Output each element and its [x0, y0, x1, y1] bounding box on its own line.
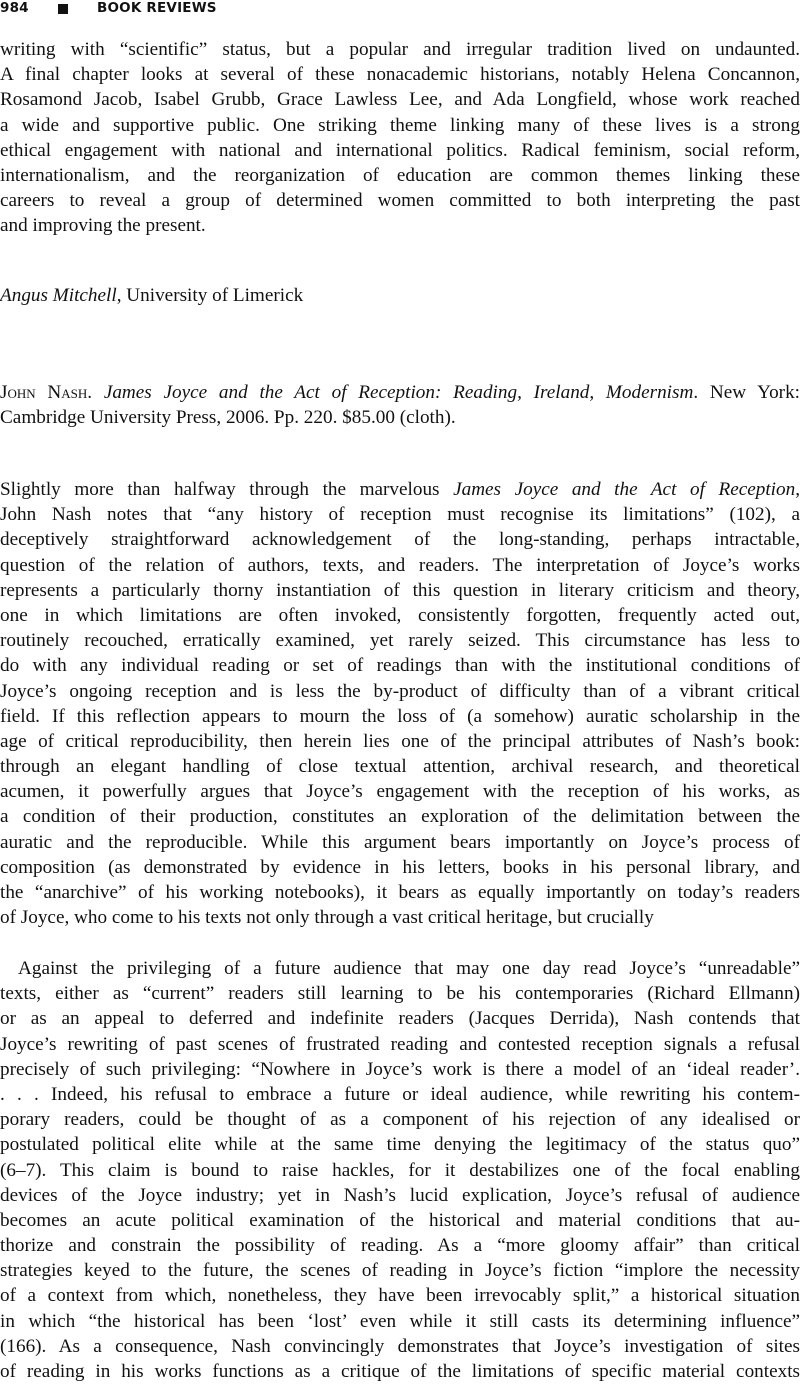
book-title-reference: James Joyce and the Act of Reception — [453, 479, 796, 500]
text-line: careers to reveal a group of determined women committed to both interpreting the past — [0, 190, 800, 212]
text-line: Joyce’s ongoing reception and is less the by-product of difficulty than of a vibrant critical — [0, 680, 800, 702]
text-line: texts, either as “current” readers still learning to be his contemporaries (Richard Ellmann) — [0, 983, 800, 1005]
text-line: one in which limitations are often invoked, consistently forgotten, frequently acted out, — [0, 604, 800, 626]
text-line: (6–7). This claim is bound to raise hackles, for it destabilizes one of the focal enabling — [0, 1159, 800, 1181]
text-line: internationalism, and the reorganization of education are common themes linking these — [0, 164, 800, 186]
text-line: through an elegant handling of close textual attention, archival research, and theoretical — [0, 756, 800, 778]
text-line: postulated political elite while at the same time denying the legitimacy of the status quo” — [0, 1134, 800, 1156]
text-line: of reading in his works functions as a critique of the limitations of specific material contexts — [0, 1361, 800, 1382]
text-line: Against the privileging of a future audience that may one day read Joyce’s “unreadable” — [18, 958, 800, 979]
previous-review-paragraph — [0, 37, 800, 239]
reviewer-signature — [0, 283, 800, 308]
text-line: age of critical reproducibility, then herein lies one of the principal attributes of Nash’s book: — [0, 730, 800, 752]
review-paragraph-2 — [0, 956, 800, 1384]
text-line: question of the relation of authors, texts, and readers. The interpretation of Joyce’s works — [0, 554, 800, 576]
text-line: thorize and constrain the possibility of reading. As a “more gloomy affair” than critical — [0, 1235, 800, 1257]
text-line: or as an appeal to deferred and indefinite readers (Jacques Derrida), Nash contends that — [0, 1008, 800, 1030]
text-line: Rosamond Jacob, Isabel Grubb, Grace Lawless Lee, and Ada Longfield, whose work reached — [0, 89, 800, 111]
text-line: Joyce’s rewriting of past scenes of frustrated reading and contested reception signals a refusal — [0, 1033, 800, 1055]
text-line: the “anarchive” of his working notebooks), it bears as equally importantly on today’s readers — [0, 882, 800, 903]
text-line: of Joyce, who come to his texts not only through a vast critical heritage, but crucially — [0, 907, 654, 929]
page-number: 984 — [0, 0, 29, 16]
text-line: auratic and the reproducible. While this argument bears importantly on Joyce’s process of — [0, 831, 800, 853]
citation-publication-info: Cambridge University Press, 2006. Pp. 220. $85.00 (cloth). — [0, 407, 456, 429]
reviewer-affiliation: , University of Limerick — [116, 285, 304, 306]
text-line: acumen, it powerfully argues that Joyce’s engagement with the reception of his works, as — [0, 781, 800, 803]
citation-author-last: Nash — [47, 382, 88, 403]
text-line: deceptively straightforward acknowledgement of the long-standing, perhaps intractable, — [0, 529, 800, 551]
text-line: field. If this reflection appears to mourn the loss of (a somehow) auratic scholarship in the — [0, 705, 800, 727]
text-line: a wide and supportive public. One striking theme linking many of these lives is a strong — [0, 114, 800, 136]
text-line: porary readers, could be thought of as a component of his rejection of any idealised or — [0, 1109, 800, 1131]
citation-book-title: James Joyce and the Act of Reception: Reading, Ireland, Modernism — [103, 382, 694, 403]
text-line: John Nash notes that “any history of reception must recognise its limitations” (102), a — [0, 504, 800, 526]
text-line: devices of the Joyce industry; yet in Nash’s lucid explication, Joyce’s refusal of audience — [0, 1184, 800, 1206]
text-line: in which “the historical has been ‘lost’ even while it still casts its determining influence” — [0, 1310, 800, 1332]
reviewer-name: Angus Mitchell — [0, 285, 117, 306]
book-citation: John Nash. James Joyce and the Act of Reception: Reading, Ireland, Modernism. New York: Cambridge University Press, 2006. Pp. 220. $85.00 (cloth). — [0, 380, 800, 430]
text-line: ethical engagement with national and international politics. Radical feminism, social reform, — [0, 139, 800, 161]
text-line: and improving the present. — [0, 215, 206, 237]
text-line: of a context from which, nonetheless, they have been irrevocably split,” a historical situation — [0, 1285, 800, 1307]
black-square-icon — [58, 4, 68, 14]
text-line: precisely of such privileging: “Nowhere in Joyce’s work is there a model of an ‘ideal reader’. — [0, 1058, 800, 1080]
text-line: A final chapter looks at several of these nonacademic historians, notably Helena Concannon, — [0, 64, 800, 86]
text-line: routinely recouched, erratically examined, yet rarely seized. This circumstance has less to — [0, 630, 800, 652]
text-line: (166). As a consequence, Nash convincingly demonstrates that Joyce’s investigation of sites — [0, 1335, 800, 1357]
citation-author-first: John — [0, 382, 36, 403]
text-line: . . . Indeed, his refusal to embrace a future or ideal audience, while rewriting his contem- — [0, 1083, 800, 1105]
text-line: strategies keyed to the future, the scenes of reading in Joyce’s fiction “implore the necessity — [0, 1260, 800, 1282]
text-line: writing with “scientific” status, but a popular and irregular tradition lived on undaunted. — [0, 39, 800, 60]
text-line: represents a particularly thorny instantiation of this question in literary criticism and theory, — [0, 579, 800, 601]
text-line: becomes an acute political examination of the historical and material conditions that au- — [0, 1209, 800, 1231]
text-line: composition (as demonstrated by evidence in his letters, books in his personal library, and — [0, 856, 800, 878]
section-title: BOOK REVIEWS — [97, 0, 217, 16]
text-line: a condition of their production, constitutes an exploration of the delimitation between the — [0, 806, 800, 828]
review-paragraph-1: Slightly more than halfway through the marvelous James Joyce and the Act of Reception, John Nash notes that “any history of reception must recognise its limitations” (102), a deceptively straightforward acknowledgement of the long-standing, perhaps intractable, question of the relation of authors, texts, and readers. The interpretation of Joyce’s works represents a particularly thorny instantiation of this question in literary criticism and theory, one in which limitations are often invoked, consistently forgotten, frequently acted out, routinely recouched, erratically examined, yet rarely seized. This circumstance has less to do with any individual reading or set of readings than with the institutional conditions of Joyce’s ongoing reception and is less the by-product of difficulty than of a vibrant critical field. If this reflection appears to mourn the loss of (a somehow) auratic scholarship in the age of critical reproducibility, then herein lies one of the principal attributes of Nash’s book: through an elegant handling of close textual attention, archival research, and theoretical acumen, it powerfully argues that Joyce’s engagement with the reception of his works, as a condition of their production, constitutes an exploration of the delimitation between the auratic and the reproducible. While this argument bears importantly on Joyce’s process of composition (as demonstrated by evidence in his letters, books in his personal library, and the “anarchive” of his working notebooks), it bears as equally importantly on today’s readers of Joyce, who come to his texts not only through a vast critical heritage, but crucially — [0, 477, 800, 930]
text-line: do with any individual reading or set of readings than with the institutional conditions of — [0, 655, 800, 677]
